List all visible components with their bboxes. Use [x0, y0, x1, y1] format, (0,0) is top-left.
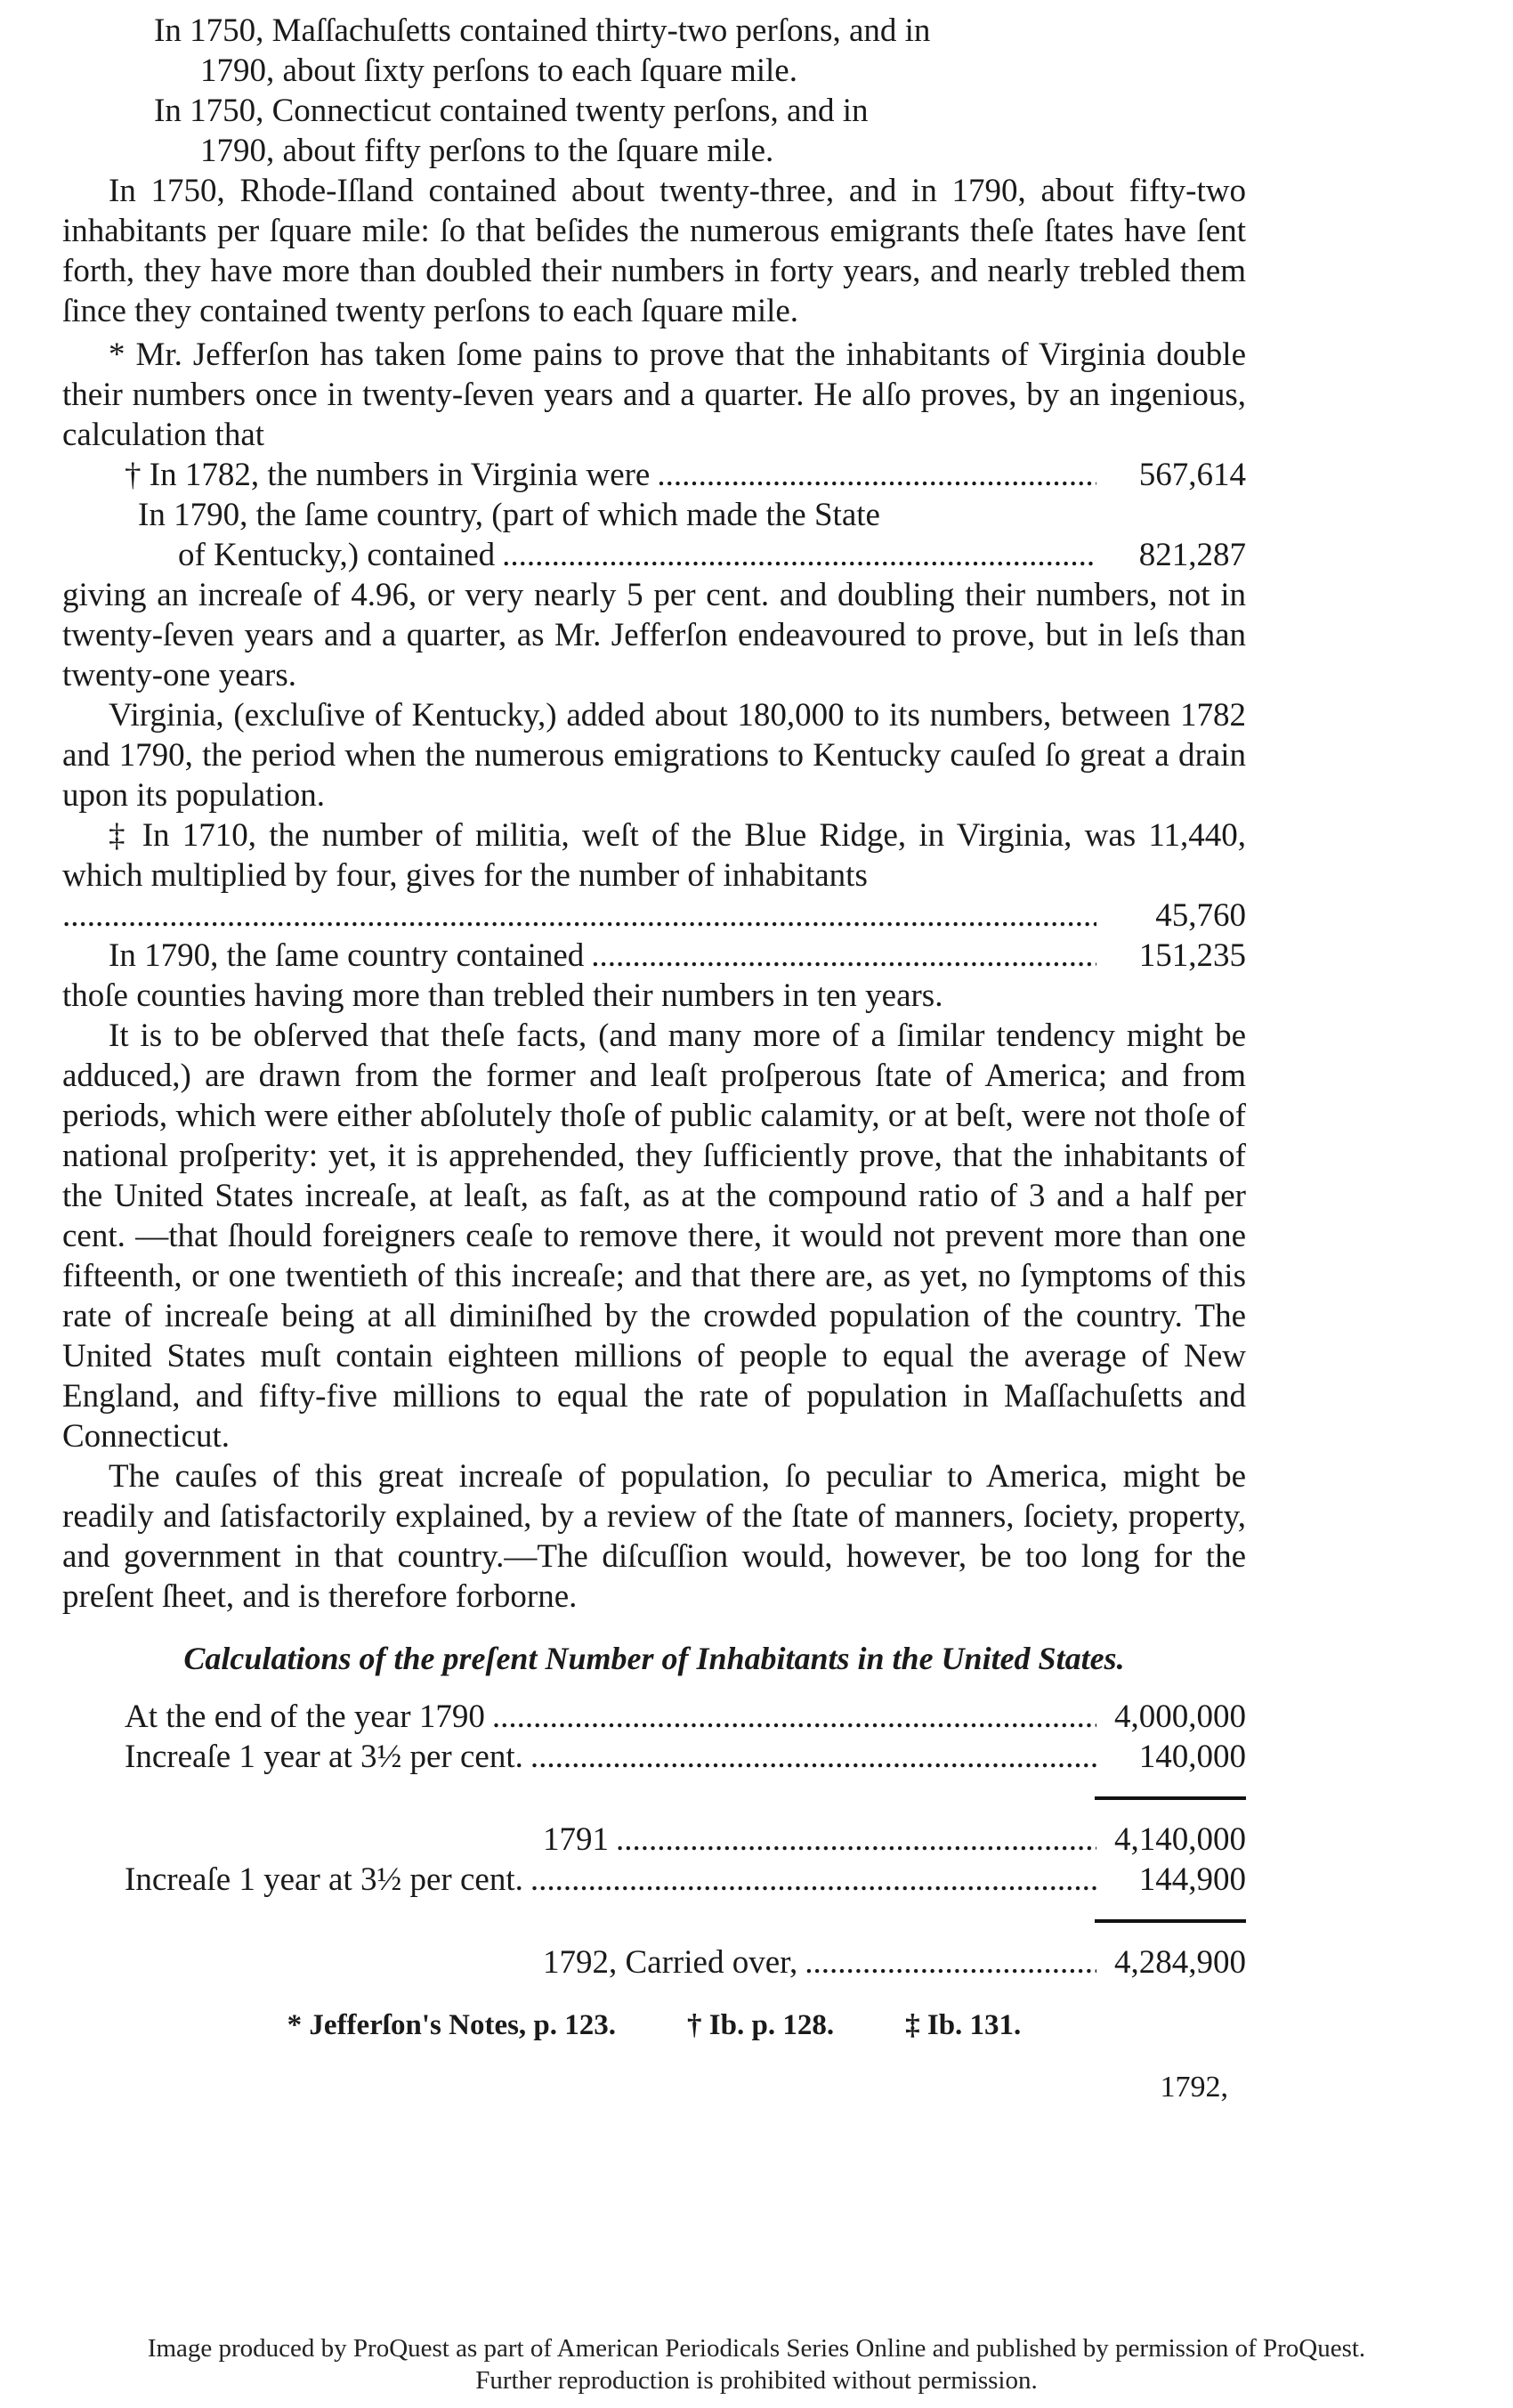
- sum-rule: [1095, 1919, 1246, 1923]
- leader-dots: [62, 896, 1096, 936]
- paragraph-observed: It is to be obſerved that theſe facts, (and many more of a ſimilar tendency might be adduced,) are drawn from the former and leaſt proſperous ſtate of America; and from periods, which were either abſolutely thoſe of public calamity, or at beſt, were not thoſe of national proſperity: yet, it is apprehended, they ſufficiently prove, that the inhabitants of the United States increaſe, at leaſt, as faſt, as at the compound ratio of 3 and a half per cent. —that ſhould foreigners ceaſe to remove there, it would not prevent more than one fifteenth, or one twentieth of this increaſe; and that there are, as yet, no ſymptoms of this rate of increaſe being at all diminiſhed by the crowded population of the country. The United States muſt contain eighteen millions of people to equal the average of New England, and fifty-five millions to equal the rate of population in Maſſachuſetts and Connecticut.: [62, 1018, 1246, 1455]
- virginia-1790-line: In 1790, the ſame country, (part of which made the State: [138, 497, 880, 533]
- footnote: † Ib. p. 128.: [687, 2009, 835, 2041]
- row-value: 151,235: [1138, 937, 1246, 974]
- paragraph-causes: The cauſes of this great increaſe of population, ſo peculiar to America, might be readily and ſatisfactorily explained, by a review of the ſtate of manners, ſociety, property, and government in that country.—The diſcuſſion would, however, be too long for the preſent ſheet, and is therefore forborne.: [62, 1458, 1246, 1615]
- credit-line: Further reproduction is prohibited without permission.: [475, 2366, 1038, 2395]
- row-value: 45,760: [1155, 897, 1246, 934]
- calc-row: [125, 1860, 1246, 1900]
- footnote: * Jefferſon's Notes, p. 123.: [287, 2009, 617, 2041]
- leader-dots: [492, 1697, 1096, 1737]
- row-label: of Kentucky,) contained: [178, 537, 496, 573]
- footnote: ‡ Ib. 131.: [905, 2009, 1022, 2041]
- leader-dots: [591, 936, 1096, 976]
- calc-row: [125, 1942, 1246, 1982]
- calculation-table: [62, 1697, 1246, 1982]
- row-value: 567,614: [1138, 457, 1246, 493]
- stat-massachusetts: [62, 11, 1246, 91]
- row-label: In 1790, the ſame country contained: [109, 937, 585, 974]
- militia-total-row: [62, 896, 1246, 936]
- copyright-notice: [0, 2332, 1513, 2396]
- row-value: 144,900: [1138, 1861, 1246, 1898]
- credit-line: Image produced by ProQuest as part of American Periodicals Series Online and published by permission of ProQuest.: [147, 2334, 1366, 2363]
- leader-dots: [616, 1820, 1096, 1860]
- sum-rule: [1095, 1796, 1246, 1800]
- footnotes: [62, 2009, 1246, 2042]
- row-value: 821,287: [1138, 537, 1246, 573]
- row-label: 1792, Carried over,: [543, 1944, 798, 1981]
- catchword: 1792,: [1160, 2071, 1228, 2104]
- calc-row: [125, 1737, 1246, 1777]
- row-value: 140,000: [1138, 1739, 1246, 1775]
- paragraph-rhode-island: In 1750, Rhode-Iſland contained about twenty-three, and in 1790, about fifty-two inhabitants per ſquare mile: ſo that beſides the numerous emigrants theſe ſtates have ſent forth, they have more than doubled their numbers in forty years, and nearly trebled them ſince they contained twenty perſons to each ſquare mile.: [62, 173, 1246, 329]
- paragraph-kentucky: Virginia, (excluſive of Kentucky,) added about 180,000 to its numbers, between 1782 and 1790, the period when the numerous emigrations to Kentucky cauſed ſo great a drain upon its population.: [62, 697, 1246, 814]
- stat-line: In 1750, Connecticut contained twenty perſons, and in: [154, 93, 869, 129]
- virginia-1782-row: [62, 455, 1246, 495]
- row-label: At the end of the year 1790: [125, 1699, 485, 1735]
- militia-tail: thoſe counties having more than trebled their numbers in ten years.: [62, 977, 943, 1014]
- militia-1790-row: [62, 936, 1246, 976]
- stat-line: 1790, about fifty perſons to the ſquare mile.: [200, 133, 774, 169]
- row-value: 4,000,000: [1114, 1699, 1246, 1735]
- row-value: 4,140,000: [1114, 1821, 1246, 1858]
- stat-line: 1790, about ſixty perſons to each ſquare mile.: [200, 53, 797, 89]
- text-column: [62, 11, 1246, 2104]
- row-value: 4,284,900: [1114, 1944, 1246, 1981]
- paragraph-militia: ‡ In 1710, the number of militia, weſt of the Blue Ridge, in Virginia, was 11,440, which multiplied by four, gives for the number of inhabitants: [62, 817, 1246, 894]
- calc-row: [125, 1697, 1246, 1737]
- row-label: Increaſe 1 year at 3½ per cent.: [125, 1861, 523, 1898]
- leader-dots: [502, 535, 1096, 575]
- row-label: 1791: [543, 1821, 609, 1858]
- calc-row: [125, 1820, 1246, 1860]
- paragraph-jefferson: * Mr. Jefferſon has taken ſome pains to prove that the inhabitants of Virginia double their numbers once in twenty-ſeven years and a quarter. He alſo proves, by an ingenious, calculation that: [62, 336, 1246, 453]
- stat-line: In 1750, Maſſachuſetts contained thirty-two perſons, and in: [154, 12, 931, 49]
- paragraph-increase: giving an increaſe of 4.96, or very nearly 5 per cent. and doubling their numbers, not in twenty-ſeven years and a quarter, as Mr. Jefferſon endeavoured to prove, but in leſs than twenty-one years.: [62, 577, 1246, 693]
- leader-dots: [657, 455, 1096, 495]
- stat-connecticut: [62, 91, 1246, 171]
- row-label: Increaſe 1 year at 3½ per cent.: [125, 1739, 523, 1775]
- leader-dots: [530, 1860, 1096, 1900]
- row-label: † In 1782, the numbers in Virginia were: [125, 457, 651, 493]
- virginia-1790-row: [62, 535, 1246, 575]
- calculations-heading: Calculations of the preſent Number of Inhabitants in the United States.: [183, 1641, 1125, 1676]
- leader-dots: [805, 1942, 1096, 1982]
- leader-dots: [530, 1737, 1096, 1777]
